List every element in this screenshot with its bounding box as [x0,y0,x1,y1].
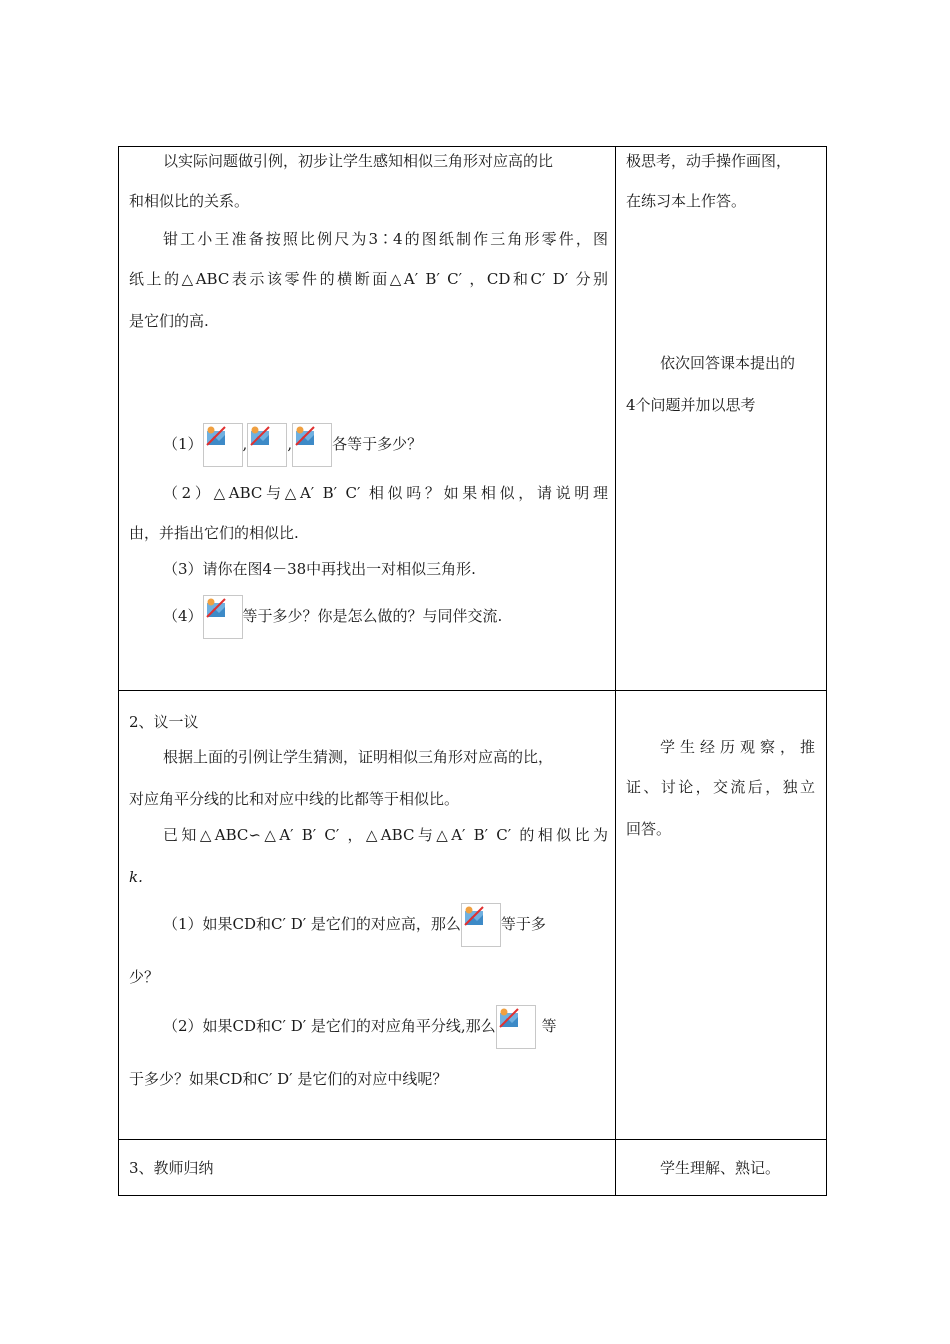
separator: , [287,435,293,453]
student-text: 4个问题并加以思考 [626,396,756,414]
student-text: 在练习本上作答。 [626,192,747,210]
question-2: 由，并指出它们的相似比. [129,524,299,542]
image-placeholder-icon [292,423,332,467]
activity-cell [119,1140,616,1196]
question-3: （3）请你在图4－38中再找出一对相似三角形. [163,560,476,578]
discussion-text: 根据上面的引例让学生猜测，证明相似三角形对应高的比， [163,748,554,766]
student-text: 证、讨论，交流后，独立 [626,778,815,796]
image-placeholder-icon [247,423,287,467]
question-2: （2）△ABC与△A′ B′ C′ 相似吗？如果相似，请说明理 [163,484,608,502]
lesson-plan-table [118,146,827,1196]
table-row [119,147,827,691]
separator: , [242,435,248,453]
student-activity-cell [616,147,827,691]
student-text: 学生理解、熟记。 [660,1159,781,1177]
given-text: k. [129,868,143,886]
student-activity-cell [616,1140,827,1196]
student-text: 回答。 [626,820,672,838]
question-1 [163,421,422,467]
image-placeholder-icon [496,1005,536,1049]
problem-text: 钳工小王准备按照比例尺为3∶4的图纸制作三角形零件，图 [163,230,608,248]
section-heading: 3、教师归纳 [129,1159,214,1177]
question-2 [163,1003,557,1049]
table-row [119,691,827,1140]
question-1: 少？ [129,968,160,986]
image-placeholder-icon [203,595,243,639]
intro-text: 和相似比的关系。 [129,192,250,210]
activity-cell [119,691,616,1140]
given-text: 已知△ABC∽△A′ B′ C′ ，△ABC与△A′ B′ C′ 的相似比为 [163,826,608,844]
student-text: 学生经历观察，推 [660,738,815,756]
question-text: 等于多 [500,915,546,933]
student-text: 依次回答课本提出的 [660,354,796,372]
student-text: 极思考，动手操作画图， [626,152,792,170]
question-1 [163,901,546,947]
problem-text: 是它们的高. [129,312,209,330]
problem-text: 纸上的△ABC表示该零件的横断面△A′ B′ C′ ，CD和C′ D′ 分别 [129,270,608,288]
question-text: （1）如果CD和C′ D′ 是它们的对应高，那么 [163,915,461,933]
question-text: （2）如果CD和C′ D′ 是它们的对应角平分线,那么 [163,1017,496,1035]
student-activity-cell [616,691,827,1140]
image-placeholder-icon [461,903,501,947]
question-prefix: （4） [163,607,203,625]
table-row [119,1140,827,1196]
question-text: 等于多少？你是怎么做的？与同伴交流. [242,607,503,625]
discussion-text: 对应角平分线的比和对应中线的比都等于相似比。 [129,790,460,808]
question-text: 各等于多少？ [332,435,423,453]
question-2: 于多少？如果CD和C′ D′ 是它们的对应中线呢？ [129,1070,448,1088]
section-heading: 2、议一议 [129,713,199,731]
question-4 [163,593,502,639]
question-text: 等 [541,1017,557,1035]
image-placeholder-icon [203,423,243,467]
activity-cell [119,147,616,691]
question-prefix: （1） [163,435,203,453]
intro-text: 以实际问题做引例，初步让学生感知相似三角形对应高的比 [163,152,554,170]
